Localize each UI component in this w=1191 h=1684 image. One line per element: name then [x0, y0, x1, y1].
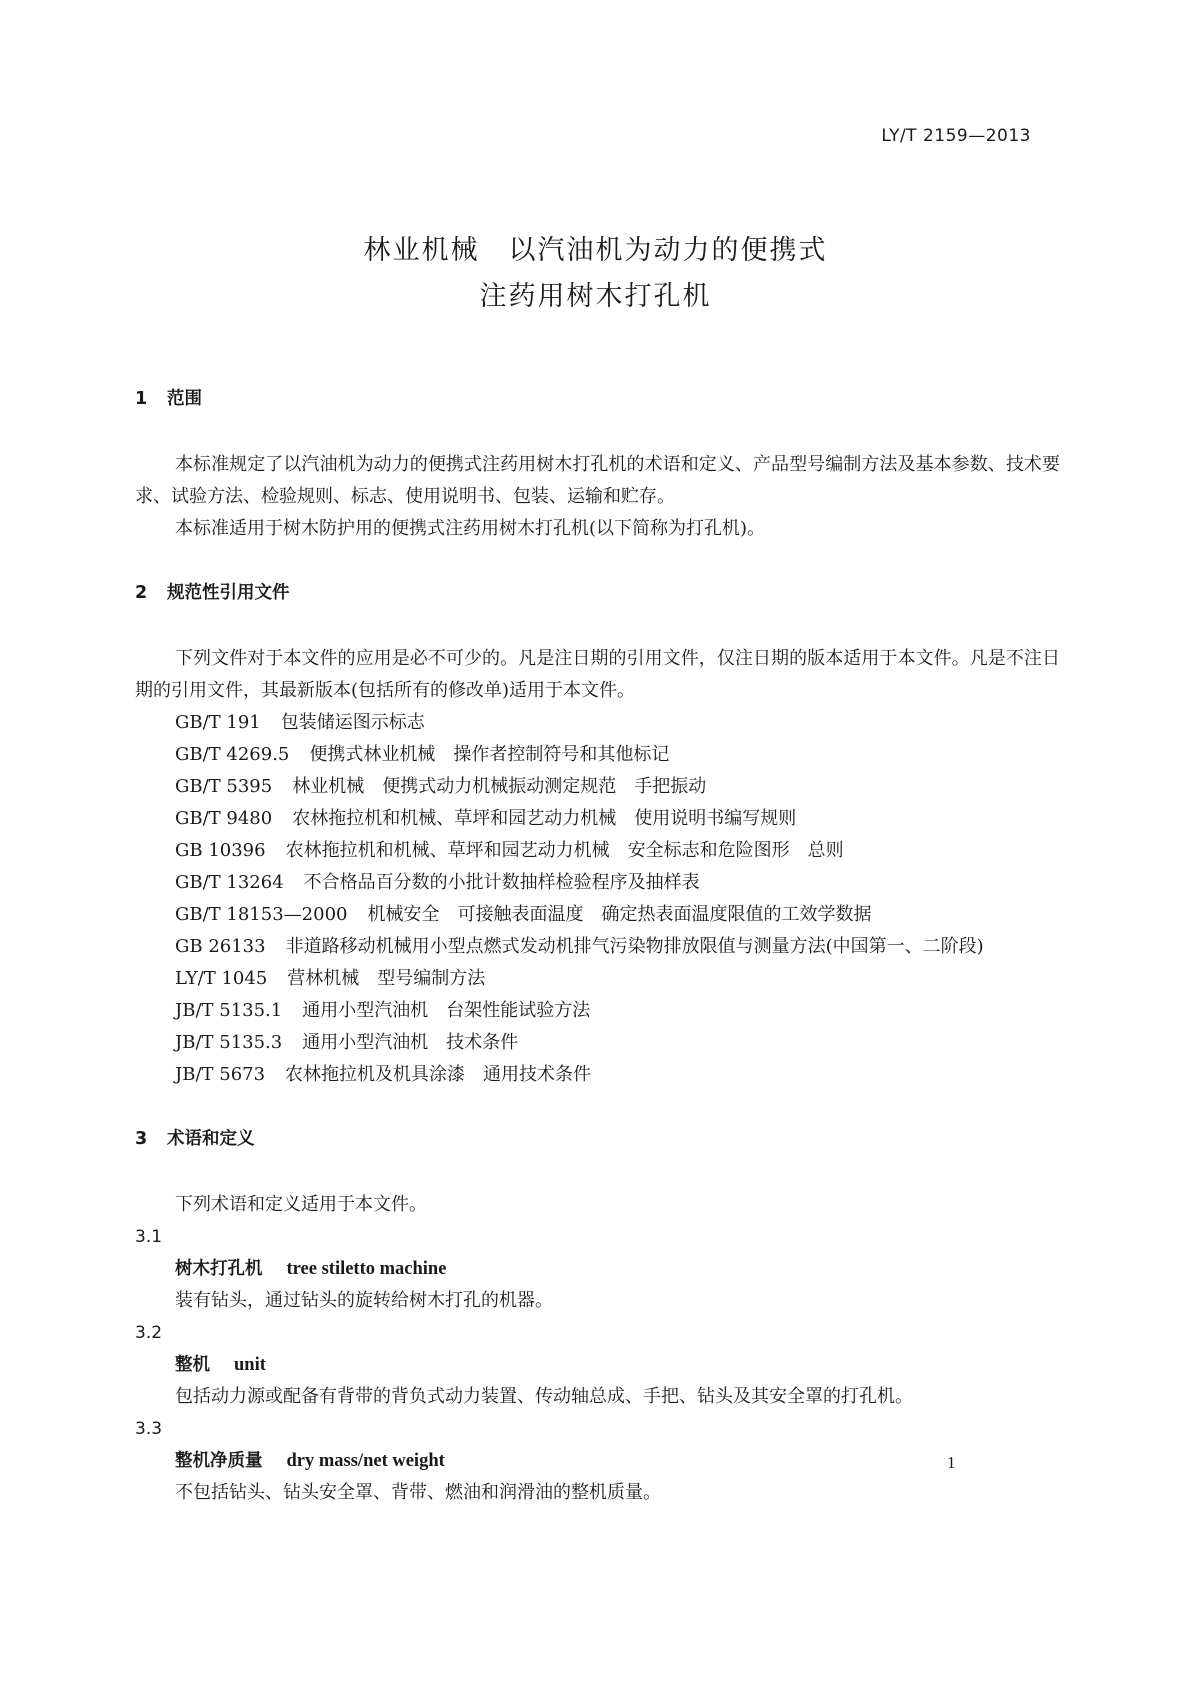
paragraph: 下列术语和定义适用于本文件。	[175, 1194, 427, 1215]
reference-title: 机械安全 可接触表面温度 确定热表面温度限值的工效学数据	[367, 904, 872, 925]
reference-item	[135, 931, 1060, 963]
reference-title: 农林拖拉机和机械、草坪和园艺动力机械 安全标志和危险图形 总则	[285, 840, 844, 861]
term-name	[135, 1445, 1060, 1477]
reference-item	[135, 867, 1060, 899]
term-entry	[135, 1317, 1060, 1413]
section-2-heading	[135, 577, 1060, 609]
term-name	[135, 1349, 1060, 1381]
section-number: 2	[135, 583, 148, 603]
reference-code: GB 10396	[175, 840, 266, 861]
document-title-line-2: 注药用树木打孔机	[479, 281, 712, 312]
section-number: 3	[135, 1129, 148, 1149]
term-name-zh: 整机	[175, 1355, 210, 1375]
term-number: 3.3	[135, 1419, 163, 1439]
reference-item	[135, 803, 1060, 835]
reference-item	[135, 1059, 1060, 1091]
reference-code: GB/T 13264	[175, 872, 284, 893]
document-body	[135, 383, 1060, 1509]
section-title: 范围	[167, 389, 202, 409]
term-name-zh: 整机净质量	[175, 1451, 263, 1471]
term-name-en: unit	[234, 1355, 266, 1375]
section-title: 规范性引用文件	[167, 583, 290, 603]
reference-code: JB/T 5135.3	[175, 1032, 283, 1053]
section-number: 1	[135, 389, 148, 409]
reference-code: GB 26133	[175, 936, 266, 957]
reference-code: GB/T 9480	[175, 808, 273, 829]
reference-title: 营林机械 型号编制方法	[287, 968, 486, 989]
reference-code: GB/T 18153—2000	[175, 904, 348, 925]
page-number: 1	[947, 1453, 956, 1472]
reference-code: LY/T 1045	[175, 968, 268, 989]
term-name	[135, 1253, 1060, 1285]
reference-item	[135, 995, 1060, 1027]
term-definition: 装有钻头，通过钻头的旋转给树木打孔的机器。	[175, 1290, 553, 1311]
section-1-heading	[135, 383, 1060, 415]
reference-title: 非道路移动机械用小型点燃式发动机排气污染物排放限值与测量方法(中国第一、二阶段)	[285, 936, 984, 957]
paragraph: 下列文件对于本文件的应用是必不可少的。凡是注日期的引用文件，仅注日期的版本适用于本文件。凡是不注日期的引用文件，其最新版本(包括所有的修改单)适用于本文件。	[135, 648, 1060, 701]
term-definition: 不包括钻头、钻头安全罩、背带、燃油和润滑油的整机质量。	[175, 1482, 661, 1503]
term-name-zh: 树木打孔机	[175, 1259, 263, 1279]
paragraph: 本标准适用于树木防护用的便携式注药用树木打孔机(以下简称为打孔机)。	[175, 518, 766, 539]
document-title	[0, 228, 1191, 320]
section-3-heading	[135, 1123, 1060, 1155]
reference-list	[135, 707, 1060, 1091]
term-number: 3.1	[135, 1227, 163, 1247]
term-entry	[135, 1221, 1060, 1317]
reference-item	[135, 739, 1060, 771]
term-number: 3.2	[135, 1323, 163, 1343]
reference-title: 不合格品百分数的小批计数抽样检验程序及抽样表	[303, 872, 700, 893]
reference-title: 农林拖拉机及机具涂漆 通用技术条件	[285, 1064, 592, 1085]
paragraph: 本标准规定了以汽油机为动力的便携式注药用树木打孔机的术语和定义、产品型号编制方法及基本参数、技术要求、试验方法、检验规则、标志、使用说明书、包装、运输和贮存。	[135, 454, 1060, 507]
reference-code: GB/T 191	[175, 712, 261, 733]
reference-title: 通用小型汽油机 技术条件	[302, 1032, 519, 1053]
reference-title: 农林拖拉机和机械、草坪和园艺动力机械 使用说明书编写规则	[292, 808, 797, 829]
reference-code: JB/T 5673	[175, 1064, 266, 1085]
reference-code: GB/T 5395	[175, 776, 273, 797]
standard-code: LY/T 2159—2013	[881, 126, 1031, 146]
reference-item	[135, 899, 1060, 931]
reference-item	[135, 1027, 1060, 1059]
section-title: 术语和定义	[167, 1129, 255, 1149]
reference-code: GB/T 4269.5	[175, 744, 290, 765]
document-title-line-1: 林业机械 以汽油机为动力的便携式	[363, 235, 828, 266]
term-name-en: dry mass/net weight	[286, 1451, 445, 1471]
reference-item	[135, 963, 1060, 995]
reference-title: 包装储运图示标志	[280, 712, 425, 733]
reference-title: 便携式林业机械 操作者控制符号和其他标记	[309, 744, 670, 765]
term-name-en: tree stiletto machine	[286, 1259, 447, 1279]
reference-item	[135, 835, 1060, 867]
reference-code: JB/T 5135.1	[175, 1000, 283, 1021]
reference-item	[135, 771, 1060, 803]
reference-title: 林业机械 便携式动力机械振动测定规范 手把振动	[292, 776, 707, 797]
term-definition: 包括动力源或配备有背带的背负式动力装置、传动轴总成、手把、钻头及其安全罩的打孔机。	[175, 1386, 913, 1407]
reference-item	[135, 707, 1060, 739]
term-entry	[135, 1413, 1060, 1509]
reference-title: 通用小型汽油机 台架性能试验方法	[302, 1000, 591, 1021]
